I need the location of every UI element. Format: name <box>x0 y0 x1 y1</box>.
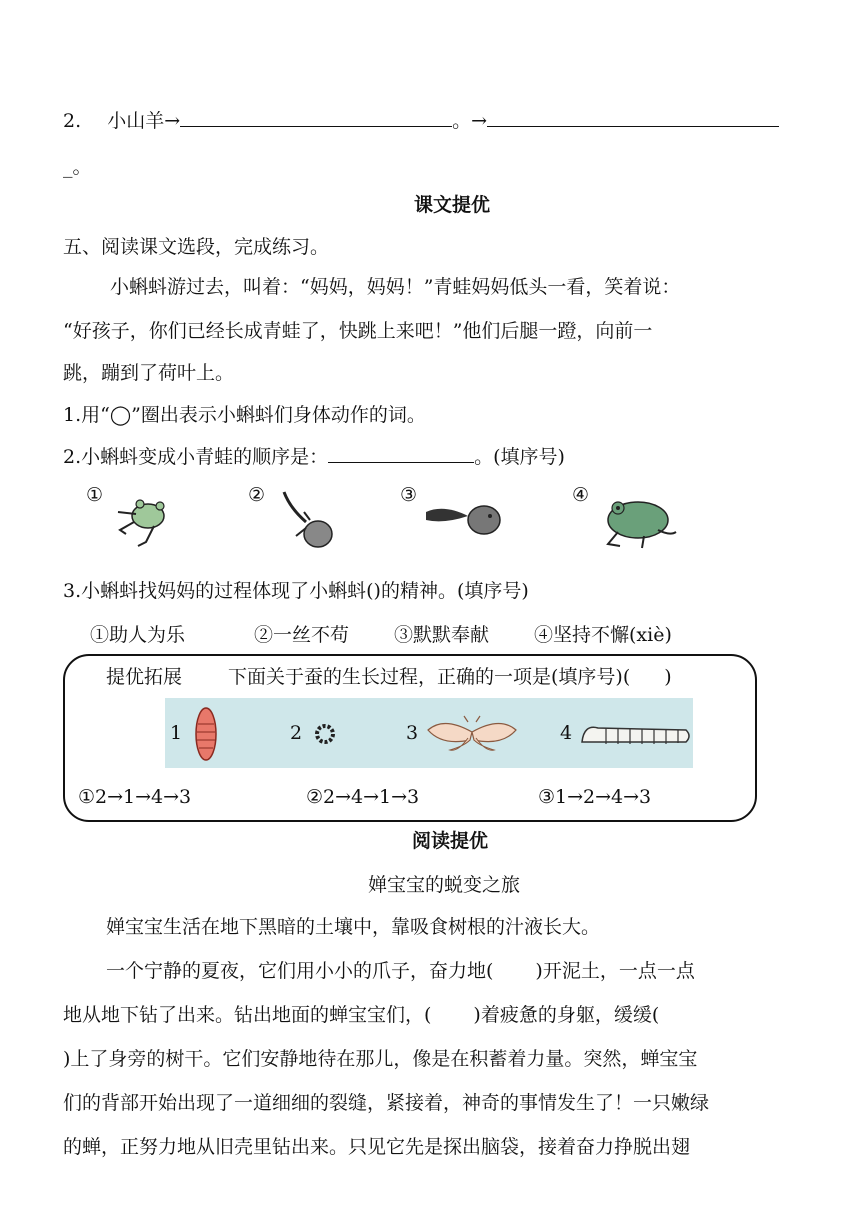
extension-choice-3[interactable]: ③1→2→4→3 <box>538 786 652 808</box>
answer-blank-2[interactable] <box>487 108 779 127</box>
q3-option-2[interactable]: ②一丝不苟 <box>254 624 350 646</box>
silkworm-label-4: 4 <box>560 722 573 744</box>
task-5-title: 五、阅读课文选段，完成练习。 <box>63 236 330 258</box>
q3-option-1[interactable]: ①助人为乐 <box>90 624 186 646</box>
question-text: 小山羊→ <box>107 110 181 132</box>
extension-question <box>228 662 672 689</box>
question-1: 1.用“◯”圈出表示小蝌蚪们身体动作的词。 <box>63 404 426 426</box>
small-frog-icon <box>110 490 180 552</box>
passage-line-2: “好孩子，你们已经长成青蛙了，快跳上来吧！”他们后腿一蹬，向前一 <box>63 320 653 342</box>
article-p2-line-5: 的蝉，正努力地从旧壳里钻出来。只见它先是探出脑袋，接着奋力挣脱出翅 <box>63 1136 691 1158</box>
article-text: 地从地下钻了出来。钻出地面的蝉宝宝们，( <box>63 1004 432 1026</box>
extension-question-text: 下面关于蚕的生长过程，正确的一项是(填序号)( <box>228 666 631 688</box>
article-p2-line-2 <box>63 1000 659 1027</box>
question-3: 3.小蝌蚪找妈妈的过程体现了小蝌蚪()的精神。(填序号) <box>63 580 529 602</box>
tadpole-with-legs-icon <box>276 488 348 554</box>
q3-option-3[interactable]: ③默默奉献 <box>394 624 490 646</box>
tadpole-icon <box>424 494 504 544</box>
passage-line-3: 跳，蹦到了荷叶上。 <box>63 362 235 384</box>
article-text: 一个宁静的夏夜，它们用小小的爪子，奋力地( <box>106 960 494 982</box>
question-2-tail: 。(填序号) <box>474 446 565 468</box>
section-title-kewen: 课文提优 <box>414 194 491 216</box>
frog-label-4: ④ <box>572 484 590 506</box>
article-title: 婵宝宝的蜕变之旅 <box>368 874 521 896</box>
silkworm-larva-icon <box>578 718 694 752</box>
order-answer-blank[interactable] <box>328 444 474 463</box>
frog-label-1: ① <box>86 484 104 506</box>
frog-label-2: ② <box>248 484 266 506</box>
silkworm-label-1: 1 <box>170 722 183 744</box>
silkworm-egg-icon <box>312 722 340 748</box>
adult-frog-icon <box>598 492 680 550</box>
silkworm-pupa-icon <box>192 704 222 764</box>
extension-label: 提优拓展 <box>106 666 183 688</box>
question-number: 2. <box>63 110 82 132</box>
article-text: )开泥土，一点一点 <box>535 960 695 982</box>
article-text: )着疲惫的身躯，缓缓( <box>473 1004 660 1026</box>
question-2-text: 2.小蝌蚪变成小青蛙的顺序是： <box>63 446 329 468</box>
article-p2-line-3: )上了身旁的树干。它们安静地待在那儿，像是在积蓄着力量。突然，蝉宝宝 <box>63 1048 698 1070</box>
article-p2-line-1 <box>106 956 695 983</box>
extension-question-close: ) <box>664 666 672 688</box>
extension-choice-1[interactable]: ①2→1→4→3 <box>78 786 192 808</box>
section-title-yuedu: 阅读提优 <box>412 830 489 852</box>
extension-choice-2[interactable]: ②2→4→1→3 <box>306 786 420 808</box>
silkworm-label-2: 2 <box>290 722 303 744</box>
passage-line-1: 小蝌蚪游过去，叫着：“妈妈，妈妈！”青蛙妈妈低头一看，笑着说： <box>110 276 681 298</box>
frog-label-3: ③ <box>400 484 418 506</box>
article-paragraph-1: 婵宝宝生活在地下黑暗的土壤中，靠吸食树根的汁液长大。 <box>106 916 601 938</box>
silkworm-label-3: 3 <box>406 722 419 744</box>
silk-moth-icon <box>424 712 520 756</box>
answer-blank-1[interactable] <box>180 108 452 127</box>
question-2-sheep <box>63 106 779 133</box>
q3-option-4[interactable]: ④坚持不懈(xiè) <box>534 624 672 646</box>
question-2-end: _。 <box>63 156 92 178</box>
question-2 <box>63 442 565 469</box>
arrow-separator: 。→ <box>452 110 488 132</box>
article-p2-line-4: 们的背部开始出现了一道细细的裂缝，紧接着，神奇的事情发生了！一只嫩绿 <box>63 1092 710 1114</box>
